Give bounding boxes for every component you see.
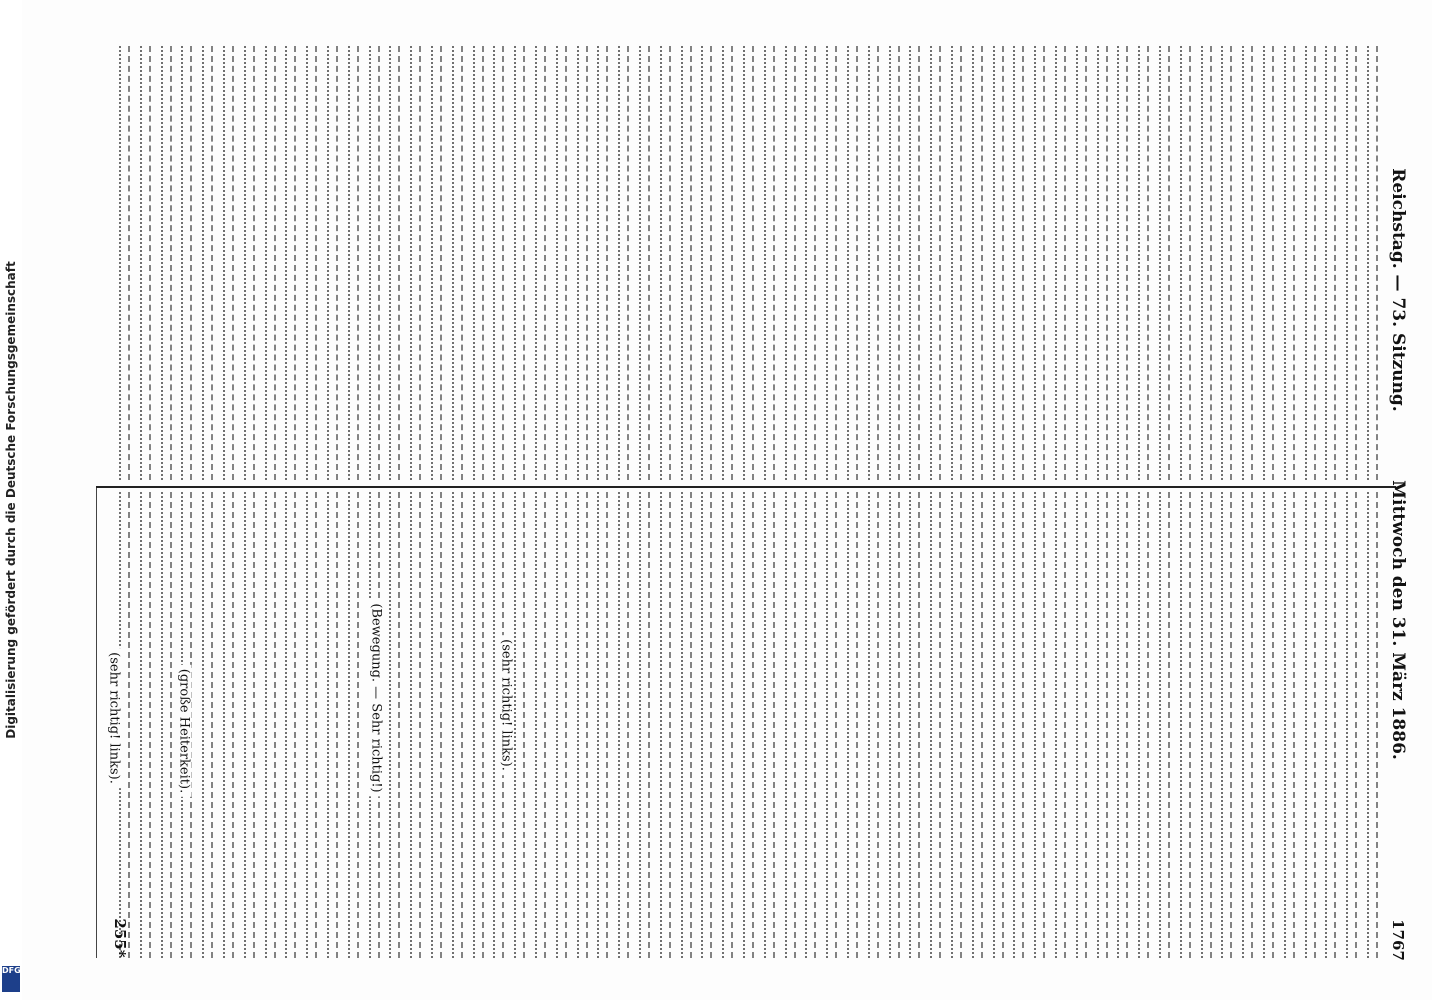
text-line [1034,492,1045,958]
text-line [1263,492,1274,958]
text-line [389,46,400,480]
column-divider-horizontal [96,486,1396,488]
text-line [972,492,983,958]
running-head-date: Mittwoch den 31. März 1886. [1388,480,1408,760]
text-line [244,46,255,480]
text-line [1159,46,1170,480]
text-column-right [106,492,1383,958]
text-line [1159,492,1170,958]
text-line [764,492,775,958]
stage-direction-2: (Bewegung. — Sehr richtig!) [369,599,384,796]
text-line [868,46,879,480]
text-line [909,46,920,480]
text-line [1013,492,1024,958]
text-line [597,492,608,958]
text-line [951,46,962,480]
text-line [743,492,754,958]
text-line [348,492,359,958]
text-line [597,46,608,480]
text-line [618,492,629,958]
text-line [119,46,130,480]
text-line [140,492,151,958]
dfg-logo [2,966,20,992]
text-line [785,46,796,480]
text-line [639,492,650,958]
text-line [473,492,484,958]
text-line [639,46,650,480]
text-line [1221,46,1232,480]
text-line [431,492,442,958]
text-line [556,46,567,480]
text-line [140,46,151,480]
text-line [535,492,546,958]
text-line [244,492,255,958]
text-line [452,492,463,958]
text-line [1055,492,1066,958]
text-line [681,492,692,958]
text-line [577,492,588,958]
stage-direction-4: (sehr richtig! links). [107,648,122,788]
text-line [223,46,234,480]
text-lines-left [106,46,1383,480]
text-line [1367,492,1378,958]
text-line [1097,46,1108,480]
text-line [826,46,837,480]
text-line [1305,46,1316,480]
text-line [805,46,816,480]
text-line [327,46,338,480]
text-line [473,46,484,480]
text-line [660,46,671,480]
text-lines-right [106,492,1383,958]
text-line [1076,492,1087,958]
text-line [722,46,733,480]
text-line [868,492,879,958]
text-line [265,46,276,480]
text-line [805,492,816,958]
text-line [556,492,567,958]
digitization-credit-strip [0,0,22,1000]
text-line [785,492,796,958]
dfg-logo-text: DFG [2,966,21,975]
text-line [1346,46,1357,480]
text-line [452,46,463,480]
text-line [202,492,213,958]
text-line [1013,46,1024,480]
text-line [701,492,712,958]
text-line [889,46,900,480]
text-line [202,46,213,480]
text-line [618,46,629,480]
text-line [265,492,276,958]
text-line [951,492,962,958]
text-line [701,46,712,480]
running-head-session: Reichstag. — 73. Sitzung. [1388,168,1408,412]
text-line [1180,492,1191,958]
text-line [1305,492,1316,958]
text-line [161,46,172,480]
text-line [369,46,380,480]
sheet-signature: 255* [111,918,129,958]
text-line [1346,492,1357,958]
text-line [722,492,733,958]
text-line [535,46,546,480]
text-line [1367,46,1378,480]
page-margin-rule [96,488,97,958]
text-line [1242,492,1253,958]
text-line [493,46,504,480]
text-line [1055,46,1066,480]
text-line [285,46,296,480]
text-line [1221,492,1232,958]
text-line [1242,46,1253,480]
text-line [223,492,234,958]
text-line [1284,492,1295,958]
text-line [514,46,525,480]
text-line [1263,46,1274,480]
text-line [161,492,172,958]
text-line [1117,46,1128,480]
text-line [431,46,442,480]
text-line [1097,492,1108,958]
text-line [1117,492,1128,958]
text-line [972,46,983,480]
text-line [993,46,1004,480]
text-column-left [106,46,1383,480]
text-line [306,46,317,480]
text-line [909,492,920,958]
text-line [743,46,754,480]
text-line [514,492,525,958]
text-line [660,492,671,958]
text-line [181,46,192,480]
text-line [1076,46,1087,480]
text-line [764,46,775,480]
text-line [1325,46,1336,480]
text-line [577,46,588,480]
text-line [930,46,941,480]
text-line [681,46,692,480]
text-line [1201,492,1212,958]
text-line [410,492,421,958]
text-line [930,492,941,958]
text-line [993,492,1004,958]
stage-direction-3: (große Heiterkeit). [177,665,192,797]
text-line [826,492,837,958]
text-line [410,46,421,480]
text-line [389,492,400,958]
text-line [1180,46,1191,480]
digitization-credit: Digitalisierung gefördert durch die Deutsche Forschungsgemeinschaft [4,261,18,739]
text-line [285,492,296,958]
text-line [327,492,338,958]
text-line [348,46,359,480]
text-line [847,46,858,480]
text-line [1284,46,1295,480]
text-line [1138,46,1149,480]
text-line [1201,46,1212,480]
stage-direction-1: (sehr richtig! links). [499,635,514,775]
text-line [889,492,900,958]
text-line [1034,46,1045,480]
text-line [1138,492,1149,958]
page-number: 1767 [1389,919,1407,961]
text-line [847,492,858,958]
text-line [1325,492,1336,958]
text-line [306,492,317,958]
